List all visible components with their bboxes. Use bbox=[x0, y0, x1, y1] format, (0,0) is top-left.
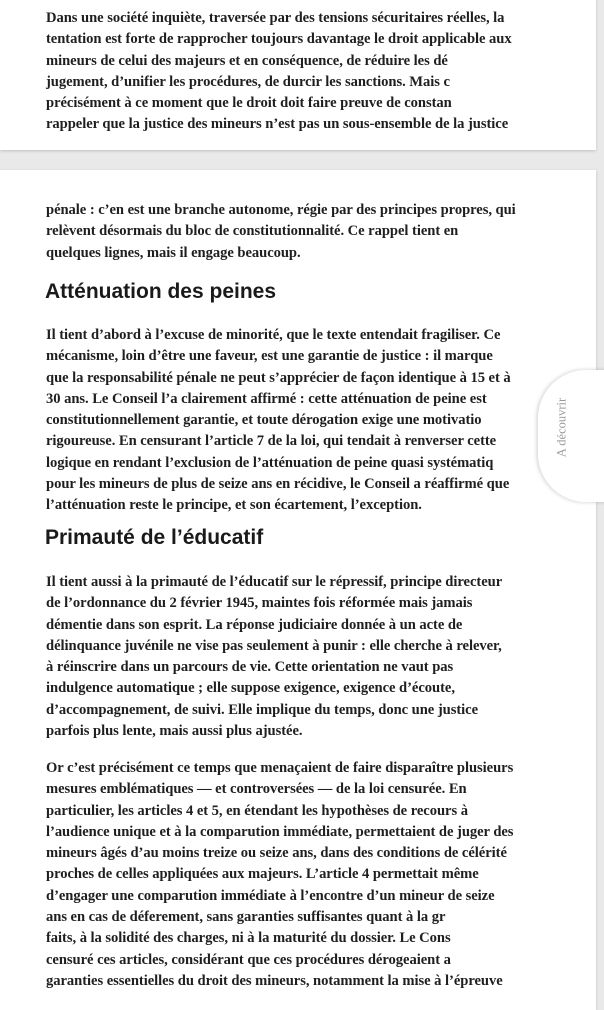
article-page-top bbox=[0, 0, 596, 150]
a-decouvrir-side-tab[interactable] bbox=[538, 370, 604, 502]
article-paragraph: Il tient d’abord à l’excuse de minorité, que le texte entendait fragiliser. Ce mécanisme, loin d’être une faveur, est une garantie de justice : il marque que la responsabilité pénale ne peut s’apprécier de façon identique à 15 et à 30 ans. Le Conseil l’a clairement affirmé : cette atténuation de peine est constitutionnellement garantie, et toute dérogation exige une motivatio rigoureuse. En censurant l’article 7 de la loi, qui tendait à renverser cette logique en rendant l’exclusion de l’atténuation de peine quasi systématiq pour les mineurs de plus de seize ans en récidive, le Conseil a réaffirmé que l’atténuation reste le principe, et son écartement, l’exception. bbox=[46, 327, 511, 514]
article-page-bottom bbox=[0, 170, 596, 1010]
section-heading-educatif: Primauté de l’éducatif bbox=[45, 526, 264, 549]
article-paragraph: Or c’est précisément ce temps que menaçaient de faire disparaître plusieurs mesures emblématiques — et controversées — de la loi censurée. En particulier, les articles 4 et 5, en étendant les hypothèses de recours à l’audience unique et à la comparution immédiate, permettaient de juger des mineurs âgés d’au moins treize ou seize ans, dans des conditions de célérité proches de celles appliquées aux majeurs. L’article 4 permettait même d’engager une comparution immédiate à l’encontre d’un mineur de seize ans en cas de déferement, sans garanties suffisantes quant à la gr faits, à la solidité des charges, ni à la maturité du dossier. Le Cons censuré ces articles, considérant que ces procédures dérogeaient a garanties essentielles du droit des mineurs, notamment la mise à l’épreuve bbox=[46, 760, 514, 989]
article-paragraph: pénale : c’en est une branche autonome, régie par des principes propres, qui relèvent désormais du bloc de constitutionnalité. Ce rappel tient en quelques lignes, mais il engage beaucoup. bbox=[46, 202, 516, 261]
article-paragraph: Il tient aussi à la primauté de l’éducatif sur le répressif, principe directeur de l’ordonnance du 2 février 1945, maintes fois réformée mais jamais démentie dans son esprit. La réponse judiciaire donnée à un acte de délinquance juvénile ne vise pas seulement à punir : elle cherche à relever, à réinscrire dans un parcours de vie. Cette orientation ne vaut pas indulgence automatique ; elle suppose exigence, exigence d’écoute, d’accompagnement, de suivi. Elle implique du temps, donc une justice parfois plus lente, mais aussi plus ajustée. bbox=[46, 574, 503, 740]
article-paragraph: Dans une société inquiète, traversée par des tensions sécuritaires réelles, la tentation est forte de rapprocher toujours davantage le droit applicable aux mineurs de celui des majeurs et en conséquence, de réduire les dé jugement, d’unifier les procédures, de durcir les sanctions. Mais c précisément à ce moment que le droit doit faire preuve de constan rappeler que la justice des mineurs n’est pas un sous-ensemble de la justice bbox=[46, 10, 512, 133]
section-heading-attenuation: Atténuation des peines bbox=[45, 280, 277, 303]
a-decouvrir-label[interactable]: A découvrir bbox=[554, 397, 569, 458]
